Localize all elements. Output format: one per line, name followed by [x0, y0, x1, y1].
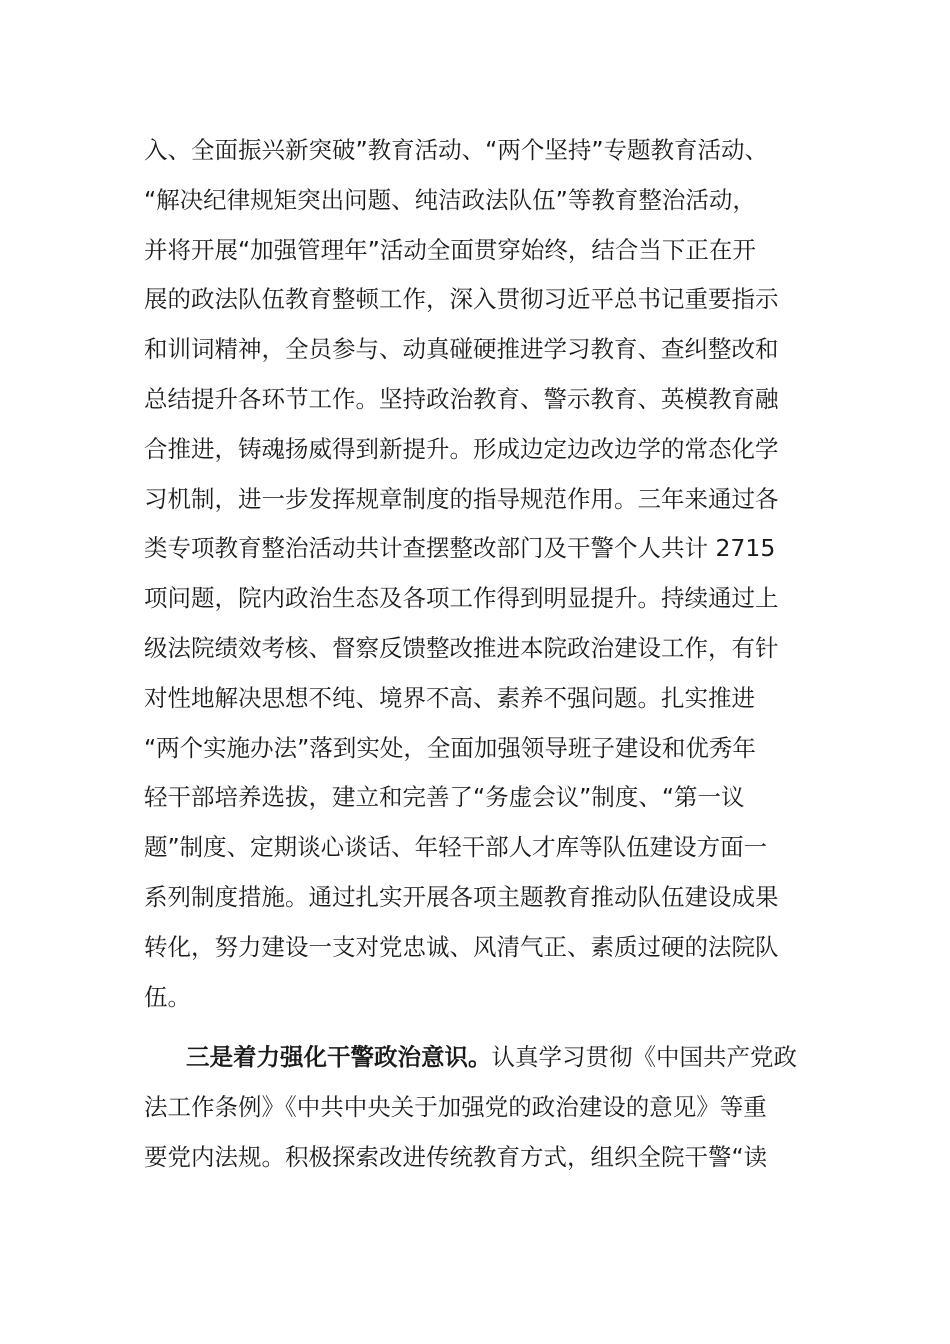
text-line: 和训词精神，全员参与、动真碰硬推进学习教育、查纠整改和	[144, 335, 779, 364]
text-line: 对性地解决思想不纯、境界不高、素养不强问题。扎实推进	[144, 683, 755, 712]
text-line: 法工作条例》《中共中央关于加强党的政治建设的意见》等重	[144, 1092, 767, 1121]
paragraph-2	[144, 1033, 824, 1182]
text-line: 项问题，院内政治生态及各项工作得到明显提升。持续通过上	[144, 584, 779, 613]
text-line: 展的政法队伍教育整顿工作，深入贯彻习近平总书记重要指示	[144, 285, 779, 314]
text-line: 转化，努力建设一支对党忠诚、风清气正、素质过硬的法院队	[144, 932, 779, 961]
text-line: 系列制度措施。通过扎实开展各项主题教育推动队伍建设成果	[144, 882, 779, 911]
text-line: “解决纪律规矩突出问题、纯洁政法队伍”等教育整治活动，	[144, 185, 756, 214]
text-line: 类专项教育整治活动共计查摆整改部门及干警个人共计 2715	[144, 534, 776, 563]
paragraph-text: 认真学习贯彻《中国共产党政	[491, 1043, 797, 1071]
text-line: 并将开展“加强管理年”活动全面贯穿始终，结合当下正在开	[144, 235, 756, 264]
text-line: 题”制度、定期谈心谈话、年轻干部人才库等队伍建设方面一	[144, 833, 768, 862]
text-line: 轻干部培养选拔，建立和完善了“务虚会议”制度、“第一议	[144, 783, 745, 812]
text-line: 习机制，进一步发挥规章制度的指导规范作用。三年来通过各	[144, 484, 779, 513]
text-line: 伍。	[144, 982, 191, 1011]
text-line: 总结提升各环节工作。坚持政治教育、警示教育、英模教育融	[144, 384, 779, 413]
text-line: 要党内法规。积极探索改进传统教育方式，组织全院干警“读	[144, 1142, 768, 1171]
text-line: 入、全面振兴新突破”教育活动、“两个坚持”专题教育活动、	[144, 136, 769, 164]
text-line: “两个实施办法”落到实处，全面加强领导班子建设和优秀年	[144, 733, 756, 762]
text-line: 级法院绩效考核、督察反馈整改推进本院政治建设工作，有针	[144, 633, 779, 662]
paragraph-1	[144, 126, 824, 1022]
text-line-first	[144, 1033, 824, 1083]
paragraph-heading: 三是着力强化干警政治意识。	[186, 1043, 492, 1071]
text-line: 合推进，铸魂扬威得到新提升。形成边定边改边学的常态化学	[144, 434, 779, 463]
